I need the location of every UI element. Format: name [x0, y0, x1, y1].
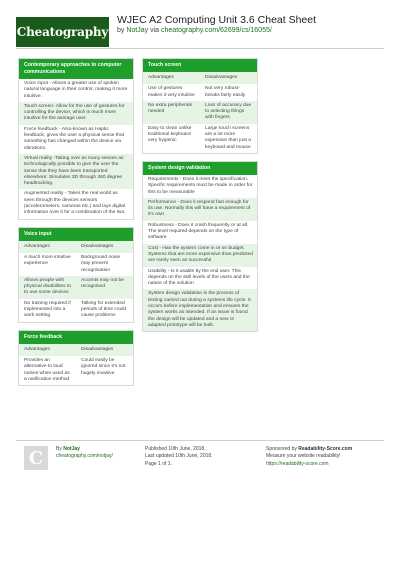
footer-publish-block	[145, 446, 213, 468]
table-cell: Talking for extended periods of time could cause problems	[81, 300, 127, 319]
column-header: Advantages	[19, 241, 76, 253]
force-feedback-box	[18, 330, 134, 386]
page-title: WJEC A2 Computing Unit 3.6 Cheat Sheet	[117, 14, 317, 26]
column-header: Advantages	[19, 344, 76, 356]
list-item: Virtual reality -Taking over as many senses as technologically possible to give the user the sense that they have been transported elsewhere: Simulates 3D through 360 degree headtracking.	[19, 154, 133, 189]
table-cell: Loss of accuracy due to selecting things with fingers	[200, 101, 257, 124]
voice-input-table	[19, 241, 133, 322]
table-cell: Large touch screens are a lot more expensive than just a keyboard and mouse	[205, 125, 251, 150]
system-design-validation-box	[142, 161, 258, 332]
right-column	[142, 58, 258, 339]
list-item: Voice input - Allows a greater use of spoken natural language in their control, making it more intuitive.	[24, 81, 128, 99]
table-cell: A much more intuitive experience	[24, 254, 71, 267]
force-feedback-table	[19, 344, 133, 385]
sponsor-text: Measure your website readability!	[266, 453, 341, 460]
box-title: Contemporary approaches to computer communications	[19, 59, 133, 79]
column-header: Disadvantages	[200, 72, 257, 84]
table-cell: Easy to clean unlike traditional keyboard very hygienic	[148, 125, 192, 144]
list-item: Cost - Has the system come in or on budget. Systems that are more expensive than predicted are rarely seen as successful	[143, 244, 257, 267]
column-header: Advantages	[143, 72, 200, 84]
page-subtitle	[117, 27, 272, 34]
box-title: Voice input	[19, 228, 133, 241]
author-avatar[interactable]	[24, 446, 48, 470]
table-cell: Use of gestures makes it very intuitive	[148, 86, 195, 98]
footer-author-link[interactable]: NotJay	[63, 446, 80, 452]
list-item: Usability - Is it usable by the end user. This depends on the skill levels of the users and the nature of the solution	[148, 268, 250, 287]
footer-author-url[interactable]: cheatography.com/notjay/	[56, 453, 113, 460]
sheet-url-link[interactable]: cheatography.com/62699/cs/16055/	[161, 27, 272, 34]
box-title: Force feedback	[19, 331, 133, 344]
via-label: via	[150, 27, 160, 34]
list-item: System design validation is the process of testing carried out during a systems life cycle. It occurs before implementation and ensures the system works as intended. If an issue is found the design will be updated and a new or adapted prototype will be built.	[143, 289, 257, 331]
list-item: Touch screen- Allow for the use of gestures for controlling the device, which is much more intuitive for the average user.	[19, 102, 133, 125]
list-item: Augmented reality - Takes the real world as seen through the devices sensors (accelerometers, cameras etc.) and lays digital information over it for a combination of the two.	[24, 191, 126, 216]
sponsor-url[interactable]: https://readability-score.com	[266, 460, 329, 467]
contemporary-approaches-box	[18, 58, 134, 220]
table-cell: Background noise may prevent recognisation	[81, 254, 121, 273]
table-cell: No training required if implemented into a work setting	[24, 300, 71, 319]
table-cell: No extra peripherals needed	[143, 101, 200, 124]
left-column	[18, 58, 134, 393]
footer-author-block	[56, 446, 113, 461]
page-count: Page 1 of 1.	[145, 460, 172, 467]
footer-by-label: By	[56, 446, 62, 452]
list-item: Performance - Does it respond fast enough for its use. Normally this will have a requirement of it's own	[143, 198, 257, 221]
list-item: Requirements - Does it meet the specification. Specific requirements must be made in order for this to be measurable	[148, 176, 253, 195]
sponsor-name[interactable]: Readability-Score.com	[298, 446, 353, 452]
list-item: Force feedback - Also-known as Haptic feedback, gives the user a physical sense that something has changed within the device via vibrations.	[24, 126, 125, 151]
voice-input-box	[18, 227, 134, 323]
header-divider	[16, 48, 384, 49]
list-item: Robustness - Does it crash frequently or at all. The level required depends on the type of software	[148, 222, 249, 241]
touch-screen-table	[143, 72, 257, 153]
footer-divider	[16, 440, 384, 441]
table-cell: Not very robust-breaks fairly easily	[205, 86, 246, 98]
column-header: Disadvantages	[76, 241, 133, 253]
footer-sponsor-block	[266, 446, 352, 468]
sponsor-prefix: Sponsored by	[266, 446, 297, 452]
box-title: Touch screen	[143, 59, 257, 72]
avatar-letter: C	[28, 447, 44, 469]
table-cell: Allows people with physical disabilities to to use some devices	[19, 276, 76, 299]
table-cell: Provides an alternative to loud noises when used as a notification method	[24, 357, 70, 382]
box-title: System design validation	[143, 162, 257, 175]
column-header: Disadvantages	[76, 344, 133, 356]
touch-screen-box	[142, 58, 258, 154]
table-cell: Could easily be ignored since it's not hugely invasive	[81, 357, 126, 376]
cheatography-logo[interactable]: Cheatography	[16, 17, 109, 47]
updated-date: Last updated 10th June, 2018.	[145, 453, 213, 460]
page-header	[0, 0, 400, 48]
published-date: Published 10th June, 2018.	[145, 446, 206, 452]
by-label: by	[117, 27, 125, 34]
author-link[interactable]: NotJay	[126, 27, 149, 34]
table-cell: Accents may not be recognised	[76, 276, 133, 299]
